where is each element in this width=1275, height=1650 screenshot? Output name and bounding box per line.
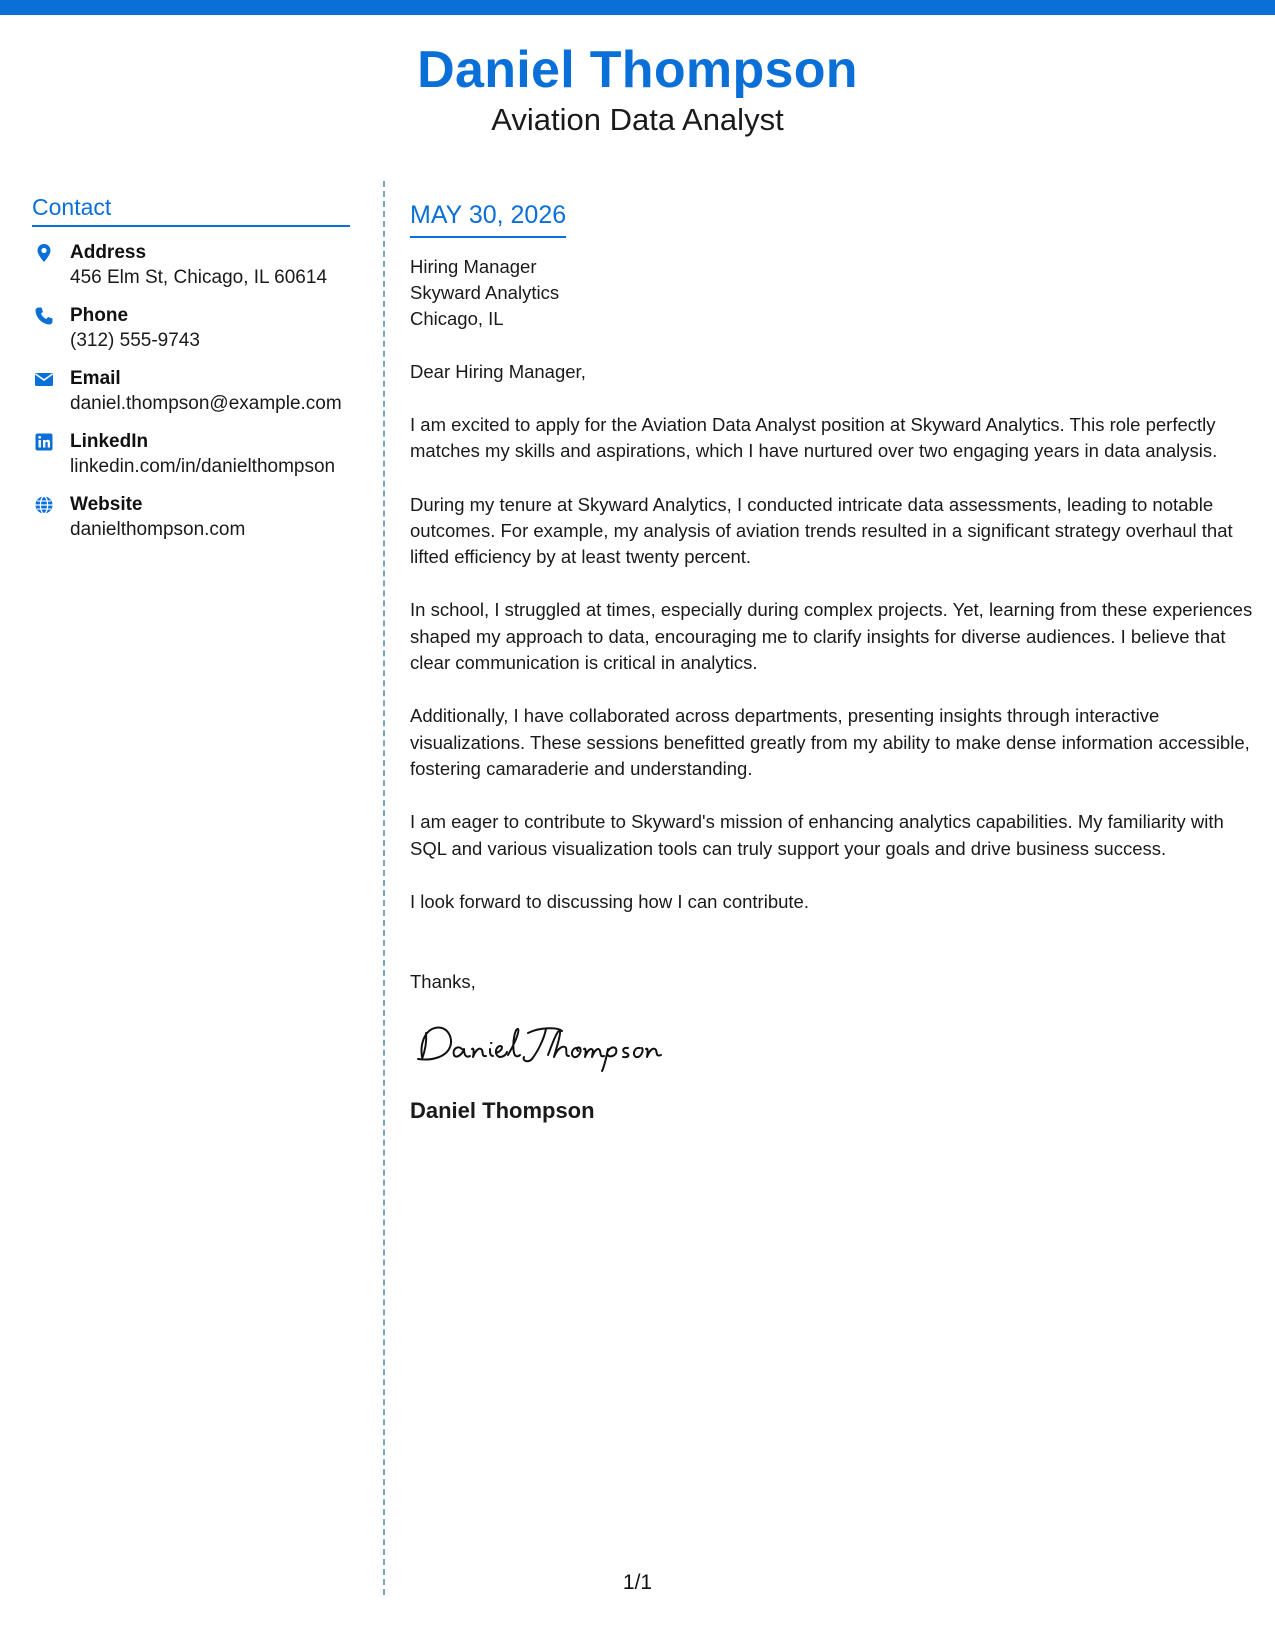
letter-paragraph: In school, I struggled at times, especially during complex projects. Yet, learning from these experiences shaped my approach to data, encouraging me to clarify insights for diverse audiences. I believe that clear communication is critical in analytics. bbox=[410, 599, 1253, 674]
letter-paragraph: I look forward to discussing how I can contribute. bbox=[410, 890, 809, 912]
email-value: daniel.thompson@example.com bbox=[70, 393, 342, 414]
location-pin-icon bbox=[34, 243, 54, 263]
handwritten-signature bbox=[410, 1015, 1260, 1075]
recipient-block bbox=[410, 254, 1260, 332]
recipient-line: Skyward Analytics bbox=[410, 282, 560, 303]
letter-paragraph: During my tenure at Skyward Analytics, I conducted intricate data assessments, leading to notable outcomes. For example, my analysis of aviation trends resulted in a significant strategy overhaul that lifted efficiency by at least twenty percent. bbox=[410, 493, 1233, 568]
address-value: 456 Elm St, Chicago, IL 60614 bbox=[70, 267, 328, 288]
contact-item-phone bbox=[32, 304, 350, 353]
contact-item-website bbox=[32, 493, 350, 542]
header bbox=[0, 38, 1275, 138]
applicant-name: Daniel Thompson bbox=[417, 41, 858, 99]
job-title: Aviation Data Analyst bbox=[491, 102, 784, 137]
contact-item-linkedin bbox=[32, 430, 350, 479]
top-accent-bar bbox=[0, 0, 1275, 15]
contact-label: Website bbox=[70, 494, 143, 515]
phone-icon bbox=[34, 306, 54, 326]
contact-label: Phone bbox=[70, 305, 129, 326]
contact-label: LinkedIn bbox=[70, 431, 149, 452]
sender-name: Daniel Thompson bbox=[410, 1098, 595, 1124]
envelope-icon bbox=[34, 369, 54, 389]
letter-paragraph: I am excited to apply for the Aviation Data Analyst position at Skyward Analytics. This role perfectly matches my skills and aspirations, which I have nurtured over two engaging years in data analysis. bbox=[410, 414, 1218, 462]
letter-body bbox=[410, 198, 1260, 1125]
linkedin-value: linkedin.com/in/danielthompson bbox=[70, 456, 336, 477]
salutation: Dear Hiring Manager, bbox=[410, 361, 586, 382]
website-value: danielthompson.com bbox=[70, 519, 246, 540]
recipient-line: Hiring Manager bbox=[410, 256, 537, 277]
globe-icon bbox=[34, 495, 54, 515]
page-number: 1/1 bbox=[622, 1571, 653, 1594]
contact-sidebar bbox=[32, 192, 350, 542]
recipient-line: Chicago, IL bbox=[410, 308, 504, 329]
contact-heading: Contact bbox=[32, 192, 350, 227]
closing: Thanks, bbox=[410, 971, 476, 993]
letter-date: MAY 30, 2026 bbox=[410, 198, 566, 238]
linkedin-icon bbox=[34, 432, 54, 452]
contact-label: Email bbox=[70, 368, 121, 389]
phone-value: (312) 555-9743 bbox=[70, 330, 200, 351]
contact-label: Address bbox=[70, 242, 147, 263]
letter-paragraph: Additionally, I have collaborated across departments, presenting insights through interactive visualizations. These sessions benefitted greatly from my ability to make dense information accessible, fostering camaraderie and understanding. bbox=[410, 705, 1250, 779]
contact-item-address bbox=[32, 241, 350, 290]
column-divider bbox=[383, 181, 385, 1595]
contact-item-email bbox=[32, 367, 350, 416]
letter-paragraph: I am eager to contribute to Skyward's mission of enhancing analytics capabilities. My familiarity with SQL and various visualization tools can truly support your goals and drive business success. bbox=[410, 811, 1224, 859]
